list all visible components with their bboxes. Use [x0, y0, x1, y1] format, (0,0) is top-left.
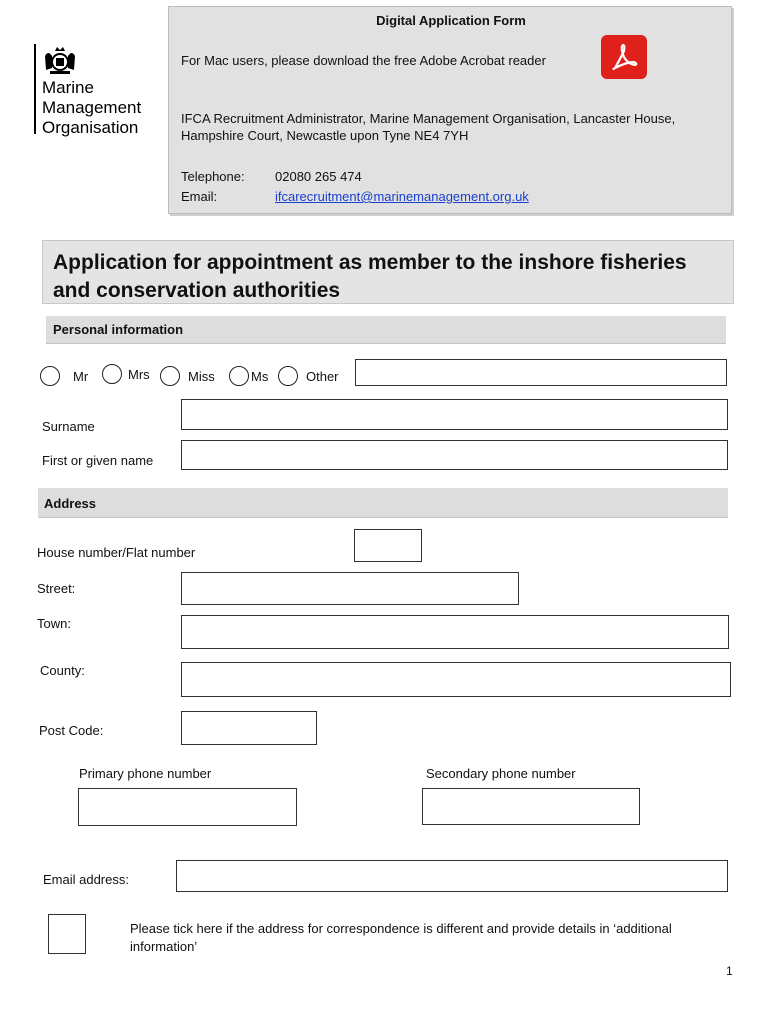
- royal-crest-icon: [42, 46, 78, 76]
- town-label: Town:: [37, 616, 71, 631]
- email-address-input[interactable]: [176, 860, 728, 892]
- house-number-label: House number/Flat number: [37, 545, 196, 560]
- title-label-other: Other: [306, 369, 339, 384]
- contact-info-box: [168, 6, 732, 214]
- town-input[interactable]: [181, 615, 729, 649]
- title-label-mrs: Mrs: [128, 367, 150, 382]
- house-number-input[interactable]: [354, 529, 422, 562]
- address-section-header: [38, 488, 728, 518]
- logo-line: Management: [42, 98, 142, 117]
- address-heading: Address: [44, 496, 97, 511]
- primary-phone-input[interactable]: [78, 788, 297, 826]
- email-label: Email:: [181, 189, 218, 204]
- postcode-label: Post Code:: [39, 723, 104, 738]
- correspondence-checkbox[interactable]: [48, 914, 86, 954]
- form-title-box: [42, 240, 734, 304]
- given-name-input[interactable]: [181, 440, 728, 470]
- logo-divider: [34, 44, 36, 134]
- mac-users-note: For Mac users, please download the free Adobe Acrobat reader: [181, 53, 546, 68]
- page-number: 1: [726, 964, 733, 978]
- title-radio-miss[interactable]: [160, 366, 180, 386]
- telephone-value: 02080 265 474: [275, 169, 362, 184]
- title-other-input[interactable]: [355, 359, 727, 386]
- organisation-logo-text: [42, 78, 141, 138]
- title-radio-other[interactable]: [278, 366, 298, 386]
- title-label-mr: Mr: [73, 369, 89, 384]
- personal-info-section-header: [46, 316, 726, 344]
- personal-info-heading: Personal information: [53, 322, 184, 337]
- title-radio-mrs[interactable]: [102, 364, 122, 384]
- correspondence-note: Please tick here if the address for correspondence is different and provide details in ‘additional information’: [130, 921, 672, 954]
- telephone-label: Telephone:: [181, 169, 245, 184]
- email-link[interactable]: ifcarecruitment@marinemanagement.org.uk: [275, 189, 529, 204]
- surname-label: Surname: [42, 419, 95, 434]
- logo-line: Marine: [42, 78, 94, 97]
- surname-input[interactable]: [181, 399, 728, 430]
- street-input[interactable]: [181, 572, 519, 605]
- county-label: County:: [40, 663, 85, 678]
- recruitment-address: IFCA Recruitment Administrator, Marine Management Organisation, Lancaster House, Hampshire Court, Newcastle upon Tyne NE4 7YH: [181, 111, 676, 143]
- street-label: Street:: [37, 581, 76, 596]
- title-label-miss: Miss: [188, 369, 215, 384]
- given-name-label: First or given name: [42, 453, 154, 468]
- secondary-phone-input[interactable]: [422, 788, 640, 825]
- postcode-input[interactable]: [181, 711, 317, 745]
- county-input[interactable]: [181, 662, 731, 697]
- title-label-ms: Ms: [251, 369, 269, 384]
- email-address-label: Email address:: [43, 872, 129, 887]
- title-radio-mr[interactable]: [40, 366, 60, 386]
- title-radio-ms[interactable]: [229, 366, 249, 386]
- adobe-pdf-icon[interactable]: [601, 35, 647, 79]
- primary-phone-label: Primary phone number: [79, 766, 212, 781]
- logo-line: Organisation: [42, 118, 139, 137]
- secondary-phone-label: Secondary phone number: [426, 766, 576, 781]
- form-title: Application for appointment as member to the inshore fisheries and conservation authorities: [53, 251, 687, 302]
- form-header-title: Digital Application Form: [376, 13, 526, 28]
